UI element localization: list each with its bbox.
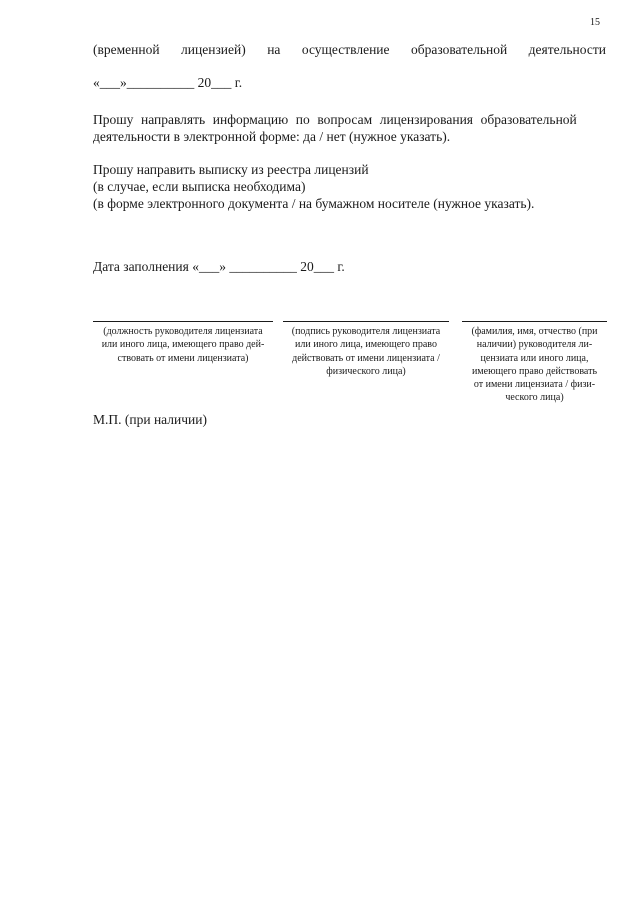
- signature-line: [462, 321, 607, 322]
- fill-date-line: Дата заполнения «___» __________ 20___ г.: [93, 259, 345, 274]
- extract-request-line-1: Прошу направить выписку из реестра лицензий: [93, 162, 369, 177]
- caption-line: наличии) руководителя ли-: [476, 339, 593, 351]
- caption-line: ствовать от имени лицензиата): [117, 352, 249, 364]
- signature-column-signature: [283, 321, 449, 378]
- caption-line: ческого лица): [505, 392, 564, 404]
- word: осуществление: [301, 42, 390, 57]
- license-purpose-line: [93, 42, 606, 58]
- info-request-line-1: [93, 111, 607, 128]
- word: (временной: [93, 42, 160, 57]
- caption-line: физического лица): [326, 365, 406, 377]
- date-line: «___»__________ 20___ г.: [93, 75, 243, 90]
- word: на: [267, 42, 281, 57]
- seal-note: М.П. (при наличии): [93, 412, 207, 427]
- caption-line: имеющего право действовать: [471, 365, 598, 377]
- signature-line: [283, 321, 449, 322]
- caption-line: или иного лица, имеющего право дей-: [101, 339, 265, 351]
- signature-column-position: [93, 321, 273, 365]
- signature-column-full-name: [462, 321, 607, 405]
- caption-line: цензиата или иного лица,: [480, 352, 589, 364]
- info-request-text: Прошу направлять информацию по вопросам лицензирования образовательной: [93, 112, 577, 127]
- caption-line: от имени лицензиата / физи-: [473, 379, 596, 391]
- caption-line: (подпись руководителя лицензиата: [291, 326, 441, 337]
- word: деятельности: [528, 42, 606, 57]
- caption-line: (фамилия, имя, отчество (при: [471, 326, 598, 337]
- caption-line: или иного лица, имеющего право: [295, 339, 437, 351]
- word: образовательной: [411, 42, 508, 57]
- info-request-paragraph: [93, 111, 607, 145]
- caption-line: действовать от имени лицензиата /: [292, 352, 440, 364]
- info-request-line-2: деятельности в электронной форме: да / нет (нужное указать).: [93, 129, 451, 144]
- extract-request-paragraph: [93, 161, 607, 212]
- extract-request-line-2: (в случае, если выписка необходима): [93, 179, 306, 194]
- page-number: 15: [590, 17, 600, 28]
- extract-request-line-3: (в форме электронного документа / на бумажном носителе (нужное указать).: [93, 196, 535, 211]
- word: лицензией): [181, 42, 246, 57]
- signature-line: [93, 321, 273, 322]
- caption-line: (должность руководителя лицензиата: [103, 326, 263, 337]
